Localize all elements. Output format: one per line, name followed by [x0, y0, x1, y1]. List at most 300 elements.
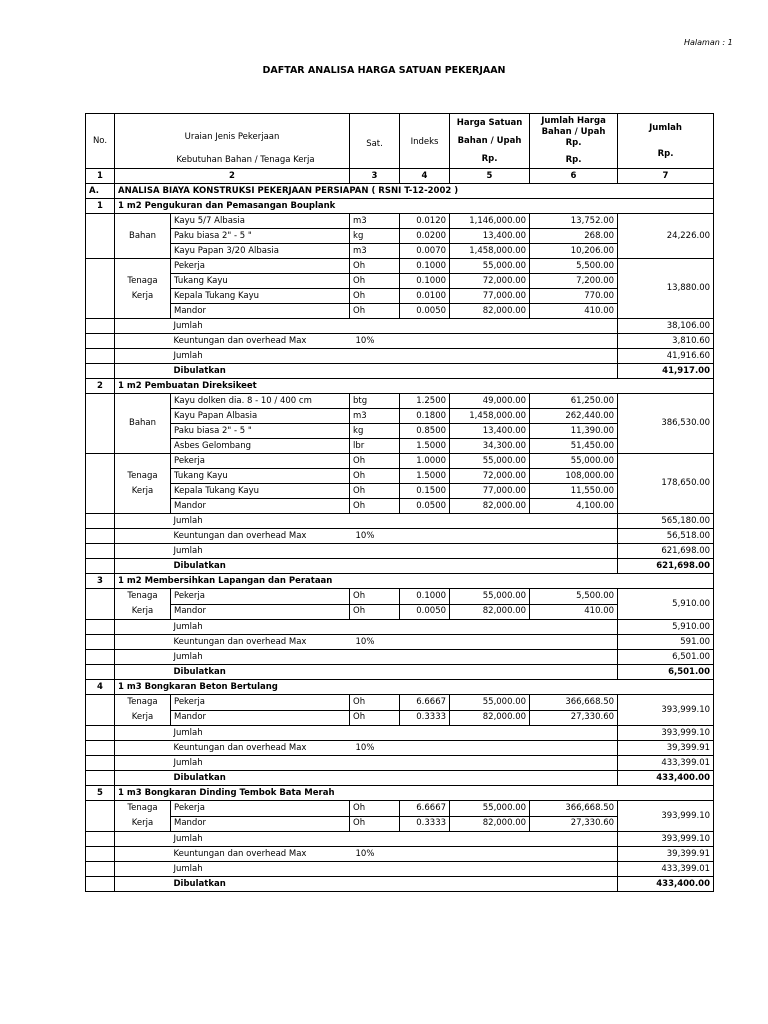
resource-price: 82,000.00: [450, 816, 530, 832]
jumlah2-row: [86, 650, 714, 665]
dibulatkan-row: [86, 877, 714, 892]
group-label-bahan: Bahan: [115, 214, 171, 259]
blank-no-cell: [86, 319, 115, 334]
resource-price: 82,000.00: [450, 604, 530, 620]
summary-value: 41,917.00: [618, 364, 714, 379]
resource-price: 72,000.00: [450, 274, 530, 289]
summary-spacer: [350, 544, 618, 559]
resource-price: 82,000.00: [450, 710, 530, 726]
summary-value: 433,400.00: [618, 771, 714, 786]
resource-unit: Oh: [350, 816, 400, 832]
summary-spacer: [350, 559, 618, 574]
group-label-tenaga: [115, 801, 171, 832]
summary-percent: 10%: [350, 635, 618, 650]
group-total: 386,530.00: [618, 394, 714, 454]
blank-group-cell: [115, 349, 171, 364]
header-jumlah-harga-2: Bahan / Upah: [541, 127, 606, 137]
resource-index: 0.0050: [400, 604, 450, 620]
item-title-row: [86, 680, 714, 695]
resource-amount: 410.00: [530, 304, 618, 319]
blank-group-cell: [115, 559, 171, 574]
resource-name: Kayu Papan 3/20 Albasia: [171, 244, 350, 259]
resource-unit: btg: [350, 394, 400, 409]
resource-unit: Oh: [350, 695, 400, 711]
blank-no-cell: [86, 364, 115, 379]
blank-no-cell: [86, 589, 115, 620]
resource-amount: 61,250.00: [530, 394, 618, 409]
group-total: 393,999.10: [618, 801, 714, 832]
resource-unit: Oh: [350, 801, 400, 817]
resource-index: 1.5000: [400, 469, 450, 484]
resource-amount: 366,668.50: [530, 801, 618, 817]
blank-group-cell: [115, 514, 171, 529]
summary-value: 6,501.00: [618, 650, 714, 665]
resource-amount: 55,000.00: [530, 454, 618, 469]
blank-no-cell: [86, 847, 115, 862]
header-jumlah-rp: Rp.: [657, 149, 674, 159]
resource-index: 0.0200: [400, 229, 450, 244]
resource-name: Tukang Kayu: [171, 469, 350, 484]
resource-name: Pekerja: [171, 801, 350, 817]
resource-unit: Oh: [350, 484, 400, 499]
group-total: 5,910.00: [618, 589, 714, 620]
resource-index: 0.0050: [400, 304, 450, 319]
summary-value: 591.00: [618, 635, 714, 650]
resource-amount: 410.00: [530, 604, 618, 620]
item-title: 1 m2 Membersihkan Lapangan dan Perataan: [115, 574, 714, 589]
section-code: A.: [86, 184, 115, 199]
keuntungan-row: [86, 334, 714, 349]
colnum-1: 1: [86, 169, 115, 184]
group-label-tenaga-1: Tenaga: [127, 591, 158, 601]
resource-name: Pekerja: [171, 259, 350, 274]
summary-value: 5,910.00: [618, 620, 714, 635]
blank-group-cell: [115, 620, 171, 635]
summary-label: Jumlah: [171, 832, 350, 847]
blank-no-cell: [86, 620, 115, 635]
blank-no-cell: [86, 514, 115, 529]
blank-no-cell: [86, 726, 115, 741]
group-total: 13,880.00: [618, 259, 714, 319]
resource-amount: 268.00: [530, 229, 618, 244]
resource-index: 6.6667: [400, 801, 450, 817]
resource-amount: 770.00: [530, 289, 618, 304]
resource-index: 0.0500: [400, 499, 450, 514]
resource-unit: lbr: [350, 439, 400, 454]
resource-price: 1,458,000.00: [450, 244, 530, 259]
summary-value: 6,501.00: [618, 665, 714, 680]
resource-amount: 4,100.00: [530, 499, 618, 514]
summary-label: Jumlah: [171, 650, 350, 665]
resource-name: Pekerja: [171, 454, 350, 469]
resource-unit: Oh: [350, 469, 400, 484]
summary-label: Keuntungan dan overhead Max: [171, 635, 350, 650]
resource-index: 6.6667: [400, 695, 450, 711]
resource-price: 1,458,000.00: [450, 409, 530, 424]
summary-spacer: [350, 364, 618, 379]
resource-unit: Oh: [350, 499, 400, 514]
group-label-tenaga-1: Tenaga: [127, 275, 158, 286]
resource-amount: 51,450.00: [530, 439, 618, 454]
blank-no-cell: [86, 349, 115, 364]
blank-group-cell: [115, 756, 171, 771]
group-total: 24,226.00: [618, 214, 714, 259]
section-title: ANALISA BIAYA KONSTRUKSI PEKERJAAN PERSIAPAN ( RSNI T-12-2002 ): [115, 184, 714, 199]
group-label-bahan: Bahan: [115, 394, 171, 454]
summary-spacer: [350, 319, 618, 334]
header-jumlah-harga-1: Jumlah Harga: [541, 116, 606, 126]
resource-index: 0.3333: [400, 710, 450, 726]
resource-price: 55,000.00: [450, 454, 530, 469]
resource-amount: 262,440.00: [530, 409, 618, 424]
summary-value: 433,399.01: [618, 756, 714, 771]
jumlah2-row: [86, 756, 714, 771]
tenaga-row: [86, 589, 714, 605]
resource-index: 1.5000: [400, 439, 450, 454]
summary-spacer: [350, 877, 618, 892]
dibulatkan-row: [86, 771, 714, 786]
resource-name: Mandor: [171, 710, 350, 726]
resource-name: Mandor: [171, 304, 350, 319]
tenaga-row: [86, 454, 714, 469]
blank-no-cell: [86, 334, 115, 349]
resource-name: Tukang Kayu: [171, 274, 350, 289]
summary-percent: 10%: [350, 529, 618, 544]
blank-no-cell: [86, 832, 115, 847]
blank-group-cell: [115, 650, 171, 665]
blank-no-cell: [86, 394, 115, 454]
summary-label: Keuntungan dan overhead Max: [171, 847, 350, 862]
summary-label: Jumlah: [171, 726, 350, 741]
header-harga-satuan-1: Harga Satuan: [456, 118, 523, 128]
summary-label: Dibulatkan: [171, 364, 350, 379]
resource-amount: 11,550.00: [530, 484, 618, 499]
item-number: 3: [86, 574, 115, 589]
header-jumlah-harga: [530, 114, 618, 169]
resource-name: Kayu 5/7 Albasia: [171, 214, 350, 229]
keuntungan-row: [86, 741, 714, 756]
blank-no-cell: [86, 862, 115, 877]
resource-index: 0.8500: [400, 424, 450, 439]
bahan-row: [86, 394, 714, 409]
resource-amount: 366,668.50: [530, 695, 618, 711]
summary-label: Jumlah: [171, 349, 350, 364]
resource-index: 0.3333: [400, 816, 450, 832]
summary-value: 433,400.00: [618, 877, 714, 892]
analysis-table: [85, 113, 714, 892]
jumlah-row: [86, 514, 714, 529]
blank-no-cell: [86, 756, 115, 771]
summary-value: 38,106.00: [618, 319, 714, 334]
summary-value: 39,399.91: [618, 847, 714, 862]
blank-group-cell: [115, 771, 171, 786]
resource-index: 0.1800: [400, 409, 450, 424]
resource-amount: 13,752.00: [530, 214, 618, 229]
resource-name: Kepala Tukang Kayu: [171, 289, 350, 304]
summary-label: Jumlah: [171, 544, 350, 559]
jumlah-row: [86, 832, 714, 847]
group-label-tenaga-2: Kerja: [131, 606, 154, 616]
page-title: DAFTAR ANALISA HARGA SATUAN PEKERJAAN: [262, 65, 506, 76]
colnum-5: 5: [450, 169, 530, 184]
summary-value: 621,698.00: [618, 544, 714, 559]
resource-unit: Oh: [350, 289, 400, 304]
resource-index: 0.0120: [400, 214, 450, 229]
blank-no-cell: [86, 635, 115, 650]
blank-group-cell: [115, 877, 171, 892]
resource-price: 72,000.00: [450, 469, 530, 484]
blank-no-cell: [86, 259, 115, 319]
summary-spacer: [350, 349, 618, 364]
blank-group-cell: [115, 635, 171, 650]
summary-spacer: [350, 862, 618, 877]
group-label-tenaga: [115, 454, 171, 514]
blank-group-cell: [115, 726, 171, 741]
group-label-tenaga-2: Kerja: [131, 290, 154, 301]
blank-no-cell: [86, 771, 115, 786]
blank-no-cell: [86, 559, 115, 574]
summary-percent: 10%: [350, 741, 618, 756]
summary-percent: 10%: [350, 847, 618, 862]
colnum-4: 4: [400, 169, 450, 184]
header-uraian: Uraian Jenis Pekerjaan: [115, 114, 350, 153]
dibulatkan-row: [86, 364, 714, 379]
colnum-2: 2: [115, 169, 350, 184]
resource-amount: 10,206.00: [530, 244, 618, 259]
summary-spacer: [350, 650, 618, 665]
resource-amount: 7,200.00: [530, 274, 618, 289]
section-row: [86, 184, 714, 199]
summary-spacer: [350, 756, 618, 771]
summary-label: Keuntungan dan overhead Max: [171, 529, 350, 544]
resource-price: 55,000.00: [450, 801, 530, 817]
item-number: 1: [86, 199, 115, 214]
header-no: No.: [86, 114, 115, 169]
blank-no-cell: [86, 665, 115, 680]
jumlah2-row: [86, 544, 714, 559]
resource-price: 55,000.00: [450, 259, 530, 274]
resource-name: Pekerja: [171, 589, 350, 605]
blank-group-cell: [115, 319, 171, 334]
resource-unit: Oh: [350, 454, 400, 469]
dibulatkan-row: [86, 665, 714, 680]
blank-no-cell: [86, 650, 115, 665]
group-total: 393,999.10: [618, 695, 714, 726]
blank-group-cell: [115, 544, 171, 559]
blank-no-cell: [86, 544, 115, 559]
summary-value: 39,399.91: [618, 741, 714, 756]
summary-label: Jumlah: [171, 756, 350, 771]
colnum-3: 3: [350, 169, 400, 184]
jumlah-row: [86, 620, 714, 635]
resource-unit: kg: [350, 229, 400, 244]
resource-index: 1.2500: [400, 394, 450, 409]
keuntungan-row: [86, 529, 714, 544]
colnum-6: 6: [530, 169, 618, 184]
resource-index: 0.1500: [400, 484, 450, 499]
header-harga-satuan-rp: Rp.: [481, 154, 498, 164]
tenaga-row: [86, 695, 714, 711]
group-label-tenaga-1: Tenaga: [127, 697, 158, 707]
summary-spacer: [350, 726, 618, 741]
item-number: 2: [86, 379, 115, 394]
resource-index: 0.1000: [400, 589, 450, 605]
resource-name: Asbes Gelombang: [171, 439, 350, 454]
summary-label: Dibulatkan: [171, 665, 350, 680]
resource-amount: 27,330.60: [530, 710, 618, 726]
blank-no-cell: [86, 529, 115, 544]
blank-no-cell: [86, 741, 115, 756]
resource-price: 1,146,000.00: [450, 214, 530, 229]
column-number-row: [86, 169, 714, 184]
blank-no-cell: [86, 454, 115, 514]
resource-name: Paku biasa 2" - 5 ": [171, 424, 350, 439]
bahan-row: [86, 214, 714, 229]
resource-name: Pekerja: [171, 695, 350, 711]
resource-unit: Oh: [350, 604, 400, 620]
item-title-row: [86, 574, 714, 589]
header-jumlah-harga-rp1: Rp.: [565, 138, 582, 148]
blank-group-cell: [115, 847, 171, 862]
item-title: 1 m2 Pengukuran dan Pemasangan Bouplank: [115, 199, 714, 214]
summary-value: 621,698.00: [618, 559, 714, 574]
resource-price: 34,300.00: [450, 439, 530, 454]
resource-name: Mandor: [171, 604, 350, 620]
resource-unit: m3: [350, 214, 400, 229]
summary-label: Keuntungan dan overhead Max: [171, 334, 350, 349]
summary-label: Jumlah: [171, 514, 350, 529]
resource-price: 13,400.00: [450, 229, 530, 244]
resource-unit: m3: [350, 409, 400, 424]
item-title: 1 m3 Bongkaran Beton Bertulang: [115, 680, 714, 695]
blank-group-cell: [115, 665, 171, 680]
blank-no-cell: [86, 695, 115, 726]
resource-unit: Oh: [350, 259, 400, 274]
resource-price: 55,000.00: [450, 589, 530, 605]
summary-spacer: [350, 514, 618, 529]
colnum-7: 7: [618, 169, 714, 184]
header-sat: Sat.: [350, 114, 400, 169]
blank-no-cell: [86, 877, 115, 892]
summary-label: Jumlah: [171, 319, 350, 334]
resource-amount: 27,330.60: [530, 816, 618, 832]
summary-value: 393,999.10: [618, 832, 714, 847]
summary-value: 393,999.10: [618, 726, 714, 741]
summary-value: 41,916.60: [618, 349, 714, 364]
blank-no-cell: [86, 801, 115, 832]
resource-unit: Oh: [350, 274, 400, 289]
group-label-tenaga-1: Tenaga: [127, 803, 158, 813]
group-label-tenaga-1: Tenaga: [127, 470, 158, 481]
jumlah2-row: [86, 349, 714, 364]
item-title-row: [86, 379, 714, 394]
summary-percent: 10%: [350, 334, 618, 349]
resource-amount: 11,390.00: [530, 424, 618, 439]
group-label-tenaga-2: Kerja: [131, 818, 154, 828]
resource-unit: kg: [350, 424, 400, 439]
resource-amount: 5,500.00: [530, 589, 618, 605]
resource-index: 1.0000: [400, 454, 450, 469]
group-label-tenaga-2: Kerja: [131, 485, 154, 496]
blank-group-cell: [115, 832, 171, 847]
group-label-tenaga: [115, 695, 171, 726]
summary-value: 565,180.00: [618, 514, 714, 529]
resource-unit: Oh: [350, 710, 400, 726]
summary-label: Dibulatkan: [171, 771, 350, 786]
resource-amount: 108,000.00: [530, 469, 618, 484]
summary-label: Jumlah: [171, 620, 350, 635]
summary-spacer: [350, 832, 618, 847]
group-label-tenaga: [115, 259, 171, 319]
resource-unit: Oh: [350, 589, 400, 605]
resource-index: 0.0070: [400, 244, 450, 259]
resource-price: 77,000.00: [450, 484, 530, 499]
header-kebutuhan: Kebutuhan Bahan / Tenaga Kerja: [115, 153, 350, 169]
blank-group-cell: [115, 741, 171, 756]
jumlah2-row: [86, 862, 714, 877]
jumlah-row: [86, 726, 714, 741]
resource-index: 0.1000: [400, 259, 450, 274]
resource-price: 77,000.00: [450, 289, 530, 304]
resource-name: Mandor: [171, 816, 350, 832]
resource-name: Kayu Papan Albasia: [171, 409, 350, 424]
tenaga-row: [86, 801, 714, 817]
summary-label: Jumlah: [171, 862, 350, 877]
item-number: 5: [86, 786, 115, 801]
resource-price: 49,000.00: [450, 394, 530, 409]
group-label-tenaga: [115, 589, 171, 620]
summary-spacer: [350, 771, 618, 786]
summary-label: Dibulatkan: [171, 559, 350, 574]
item-title-row: [86, 786, 714, 801]
header-indeks: Indeks: [400, 114, 450, 169]
blank-no-cell: [86, 214, 115, 259]
resource-name: Mandor: [171, 499, 350, 514]
resource-name: Kepala Tukang Kayu: [171, 484, 350, 499]
header-jumlah: [618, 114, 714, 169]
blank-group-cell: [115, 529, 171, 544]
resource-name: Paku biasa 2" - 5 ": [171, 229, 350, 244]
summary-spacer: [350, 665, 618, 680]
resource-unit: m3: [350, 244, 400, 259]
jumlah-row: [86, 319, 714, 334]
header-harga-satuan: [450, 114, 530, 169]
item-number: 4: [86, 680, 115, 695]
dibulatkan-row: [86, 559, 714, 574]
summary-label: Dibulatkan: [171, 877, 350, 892]
blank-group-cell: [115, 364, 171, 379]
resource-name: Kayu dolken dia. 8 - 10 / 400 cm: [171, 394, 350, 409]
header-jumlah-label: Jumlah: [649, 123, 682, 133]
group-label-tenaga-2: Kerja: [131, 712, 154, 722]
blank-group-cell: [115, 862, 171, 877]
resource-price: 55,000.00: [450, 695, 530, 711]
tenaga-row: [86, 259, 714, 274]
item-title: 1 m3 Bongkaran Dinding Tembok Bata Merah: [115, 786, 714, 801]
keuntungan-row: [86, 635, 714, 650]
resource-amount: 5,500.00: [530, 259, 618, 274]
summary-label: Keuntungan dan overhead Max: [171, 741, 350, 756]
page-number: Halaman : 1: [684, 38, 733, 47]
header-jumlah-harga-rp: Rp.: [565, 155, 582, 165]
keuntungan-row: [86, 847, 714, 862]
summary-value: 3,810.60: [618, 334, 714, 349]
summary-value: 433,399.01: [618, 862, 714, 877]
group-total: 178,650.00: [618, 454, 714, 514]
item-title: 1 m2 Pembuatan Direksikeet: [115, 379, 714, 394]
summary-spacer: [350, 620, 618, 635]
item-title-row: [86, 199, 714, 214]
